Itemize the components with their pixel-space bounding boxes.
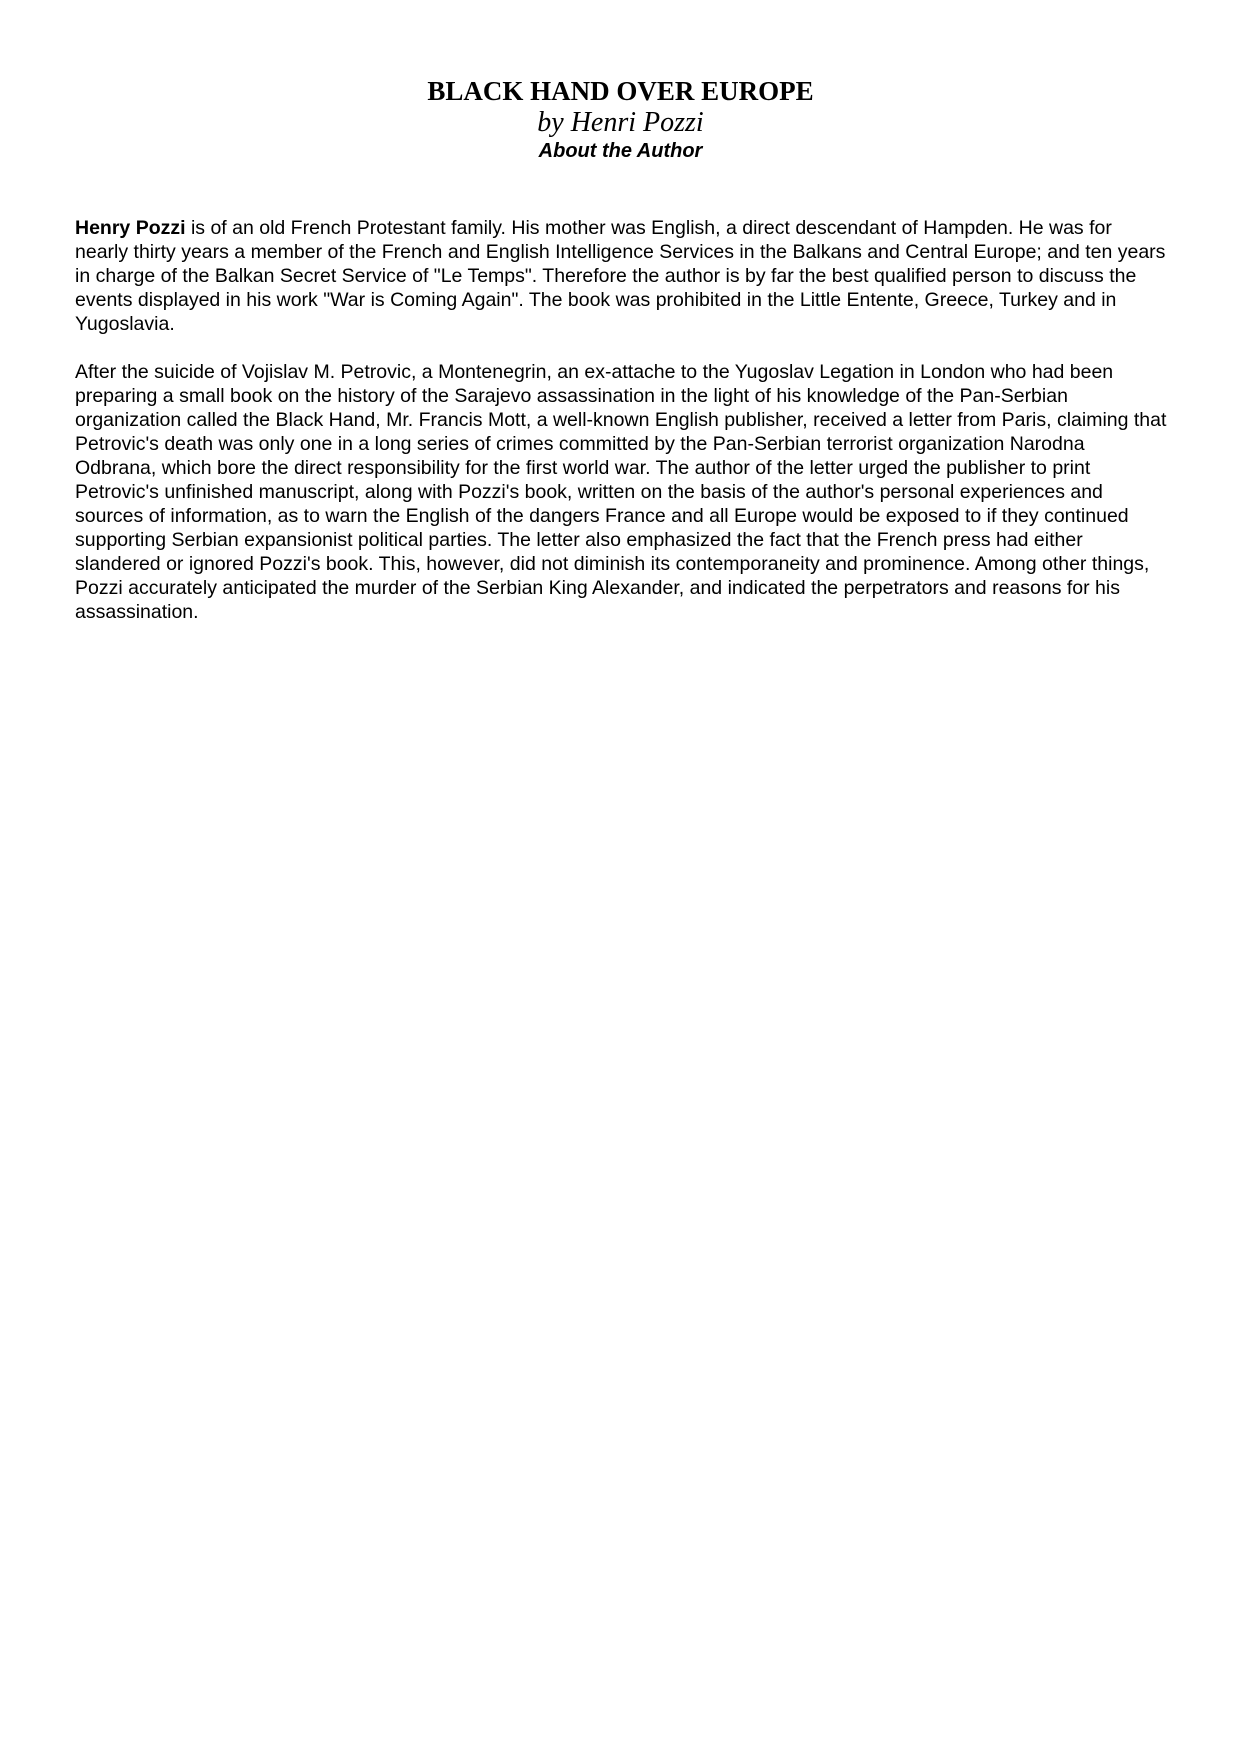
paragraph-author-bio — [75, 216, 1170, 336]
section-heading: About the Author — [538, 140, 703, 162]
document-title: BLACK HAND OVER EUROPE — [427, 76, 814, 106]
paragraph-text: After the suicide of Vojislav M. Petrovic, a Montenegrin, an ex-attache to the Yugoslav Legation in London who had been preparing a small book on the history of the Sarajevo assassination in the light of his knowledge of the Pan-Serbian organization called the Black Hand, Mr. Francis Mott, a well-known English publisher, received a letter from Paris, claiming that Petrovic's death was only one in a long series of crimes committed by the Pan-Serbian terrorist organization Narodna Odbrana, which bore the direct responsibility for the first world war. The author of the letter urged the publisher to print Petrovic's unfinished manuscript, along with Pozzi's book, written on the basis of the author's personal experiences and sources of information, as to warn the English of the dangers France and all Europe would be exposed to if they continued supporting Serbian expansionist political parties. The letter also emphasized the fact that the French press had either slandered or ignored Pozzi's book. This, however, did not diminish its contemporaneity and prominence. Among other things, Pozzi accurately anticipated the murder of the Serbian King Alexander, and indicated the perpetrators and reasons for his assassination. — [75, 361, 1167, 623]
document-header — [0, 76, 1241, 164]
author-name: Henry Pozzi — [75, 217, 186, 239]
document-body — [75, 216, 1170, 648]
paragraph-text: is of an old French Protestant family. His mother was English, a direct descendant of Hampden. He was for nearly thirty years a member of the French and English Intelligence Services in the Balkans and Central Europe; and ten years in charge of the Balkan Secret Service of "Le Temps". Therefore the author is by far the best qualified person to discuss the events displayed in his work "War is Coming Again". The book was prohibited in the Little Entente, Greece, Turkey and in Yugoslavia. — [75, 217, 1166, 335]
author-byline: by Henri Pozzi — [537, 107, 704, 138]
paragraph-background — [75, 360, 1170, 624]
